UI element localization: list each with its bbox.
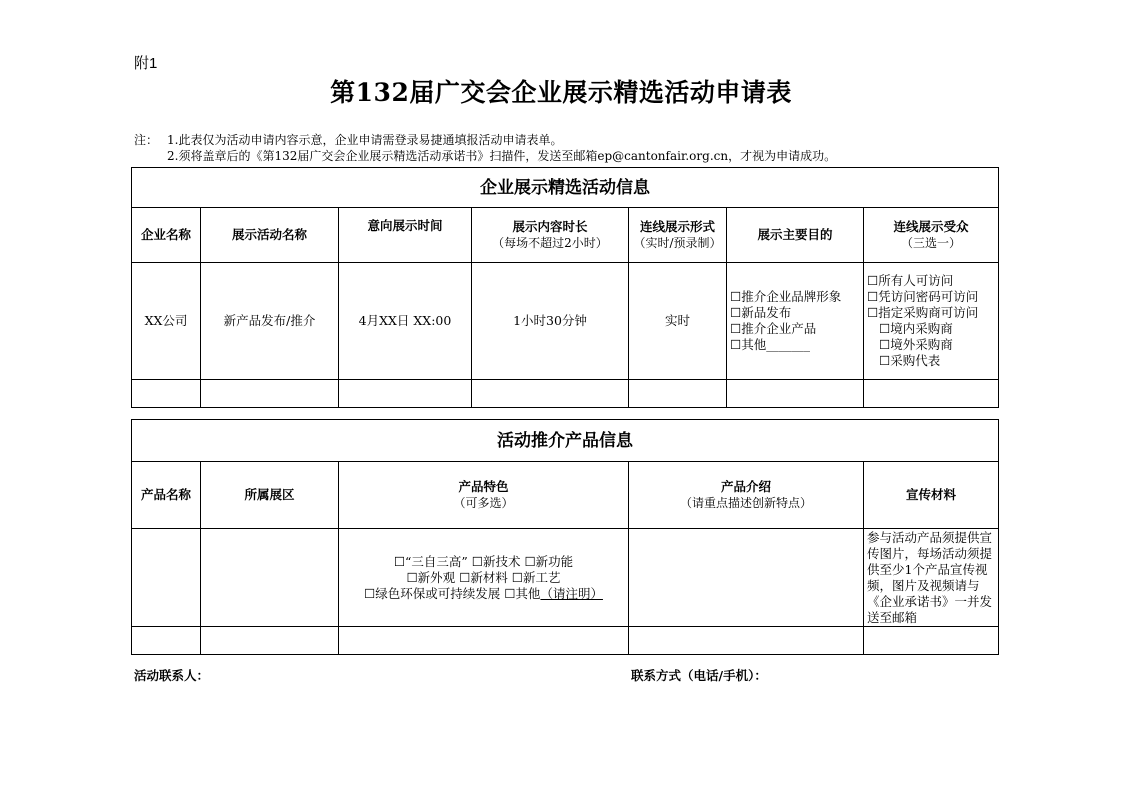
- header-duration-sub: （每场不超过2小时）: [492, 236, 608, 250]
- cell-company[interactable]: XX公司: [132, 263, 201, 380]
- header-form-sub: （实时/预录制）: [633, 236, 722, 250]
- features-line-2[interactable]: ☐新外观 ☐新材料 ☐新工艺: [406, 569, 561, 585]
- features-line-1[interactable]: ☐“三自三高” ☐新技术 ☐新功能: [393, 553, 574, 569]
- features-line-3-text: ☐绿色环保或可持续发展 ☐其他: [364, 585, 541, 601]
- activity-info-table: [131, 167, 999, 408]
- note-line-1: 1.此表仅为活动申请内容示意，企业申请需登录易捷通填报活动申请表单。: [167, 133, 563, 147]
- notes-label: 注：: [134, 133, 159, 147]
- cell-form[interactable]: 实时: [629, 263, 727, 380]
- purpose-option-new-product[interactable]: ☐新品发布: [730, 305, 792, 320]
- empty-cell[interactable]: [201, 627, 339, 655]
- header-duration-label: 展示内容时长: [512, 219, 588, 234]
- header-form-label: 连线展示形式: [639, 219, 715, 234]
- cell-product-name[interactable]: [132, 529, 201, 627]
- empty-cell[interactable]: [201, 380, 339, 408]
- product-info-table: [131, 419, 999, 655]
- header-duration: [472, 208, 629, 263]
- audience-option-password[interactable]: ☐凭访问密码可访问: [867, 289, 979, 304]
- purpose-option-other[interactable]: ☐其他_______: [730, 337, 810, 352]
- header-company: 企业名称: [132, 208, 201, 263]
- header-intro-sub: （请重点描述创新特点）: [679, 496, 812, 510]
- contact-person-label: 活动联系人：: [134, 668, 210, 683]
- cell-activity-name[interactable]: 新产品发布/推介: [201, 263, 339, 380]
- contact-method-label: 联系方式（电话/手机）：: [631, 668, 767, 683]
- audience-sub-option-domestic[interactable]: ☐境内采购商: [879, 321, 953, 336]
- empty-cell[interactable]: [727, 380, 864, 408]
- header-activity-name: 展示活动名称: [201, 208, 339, 263]
- header-features-sub: （可多选）: [453, 496, 514, 510]
- header-intro: [629, 462, 864, 529]
- header-materials: 宣传材料: [864, 462, 999, 529]
- cell-zone[interactable]: [201, 529, 339, 627]
- empty-cell[interactable]: [864, 380, 999, 408]
- product-section-title: 活动推介产品信息: [132, 420, 999, 462]
- empty-cell[interactable]: [629, 627, 864, 655]
- features-options: [339, 529, 629, 627]
- purpose-option-promote-product[interactable]: ☐推介企业产品: [730, 321, 817, 336]
- audience-sub-option-agent[interactable]: ☐采购代表: [879, 353, 941, 368]
- form-title: 第132届广交会企业展示精选活动申请表: [330, 78, 792, 107]
- features-line-3[interactable]: [339, 586, 628, 602]
- note-line-2: 2.须将盖章后的《第132届广交会企业展示精选活动承诺书》扫描件，发送至邮箱ep@cantonfair.org.cn，才视为申请成功。: [167, 149, 837, 163]
- cell-time[interactable]: 4月XX日 XX:00: [339, 263, 472, 380]
- header-audience-sub: （三选一）: [901, 236, 962, 250]
- empty-cell[interactable]: [864, 627, 999, 655]
- audience-options: [864, 263, 999, 380]
- empty-cell[interactable]: [629, 380, 727, 408]
- header-features: [339, 462, 629, 529]
- audience-option-designated[interactable]: ☐指定采购商可访问: [867, 305, 979, 320]
- empty-cell[interactable]: [132, 627, 201, 655]
- header-product-name: 产品名称: [132, 462, 201, 529]
- header-intro-label: 产品介绍: [720, 479, 771, 494]
- audience-sub-option-overseas[interactable]: ☐境外采购商: [879, 337, 953, 352]
- header-features-label: 产品特色: [458, 479, 509, 494]
- empty-cell[interactable]: [339, 627, 629, 655]
- cell-duration[interactable]: 1小时30分钟: [472, 263, 629, 380]
- features-line-3-note: （请注明）: [540, 585, 603, 601]
- attachment-label: 附1: [134, 55, 158, 72]
- purpose-options: [727, 263, 864, 380]
- empty-cell[interactable]: [339, 380, 472, 408]
- header-form: [629, 208, 727, 263]
- header-time: 意向展示时间: [339, 208, 472, 263]
- purpose-option-brand[interactable]: ☐推介企业品牌形象: [730, 289, 842, 304]
- activity-section-title: 企业展示精选活动信息: [132, 168, 999, 208]
- materials-text: 参与活动产品须提供宣传图片，每场活动须提供至少1个产品宣传视频，图片及视频请与《企业承诺书》一并发送至邮箱: [864, 529, 999, 627]
- header-zone: 所属展区: [201, 462, 339, 529]
- cell-intro[interactable]: [629, 529, 864, 627]
- audience-option-all[interactable]: ☐所有人可访问: [867, 273, 954, 288]
- header-audience-label: 连线展示受众: [893, 219, 969, 234]
- header-audience: [864, 208, 999, 263]
- empty-cell[interactable]: [472, 380, 629, 408]
- empty-cell[interactable]: [132, 380, 201, 408]
- header-purpose: 展示主要目的: [727, 208, 864, 263]
